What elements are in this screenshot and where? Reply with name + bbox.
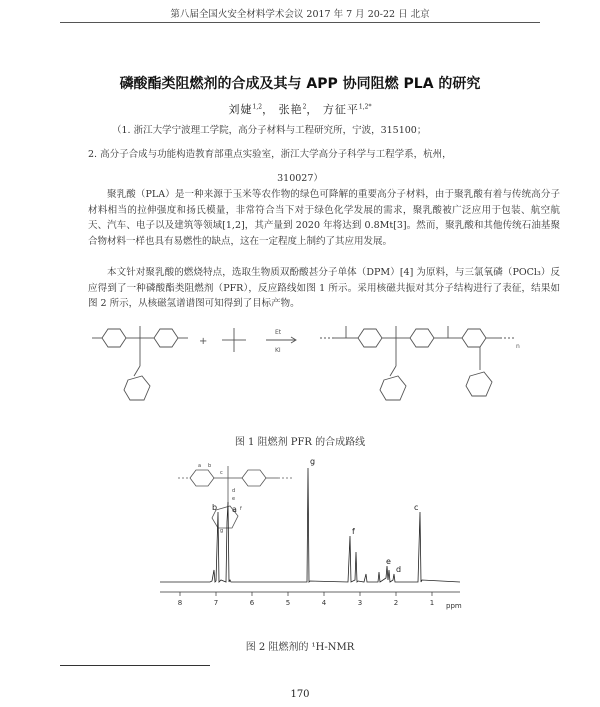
affiliation-line: 310027）: [277, 173, 323, 184]
structure-label: a: [198, 463, 202, 469]
author-affil-sup: 2: [302, 103, 307, 111]
peak-label: a: [232, 505, 237, 514]
x-tick-label: 3: [357, 599, 363, 607]
pocl3-structure: [222, 328, 246, 352]
author-affil-sup: 1,2: [252, 103, 263, 111]
paper-title: 磷酸酯类阻燃剂的合成及其与 APP 协同阻燃 PLA 的研究: [119, 76, 481, 92]
body-paragraph: 聚乳酸（PLA）是一种来源于玉米等农作物的绿色可降解的重要高分子材料，由于聚乳酸有着与传统高分子材料相当的拉伸强度和扬氏模量，非常符合当下对于绿色化学发展的需求，聚乳酸被广泛应用于包装、航空航天、汽车、电子以及建筑等领域[1,2]，其产量到 2020 年将达到 0.8Mt[3]。然而，聚乳酸和其他传统石油基聚合物材料一样也具有易燃性的缺点，这在一定程度上制约了其应用发展。: [88, 189, 560, 247]
repeat-unit-n: n: [516, 343, 520, 350]
x-axis-ticks: [180, 592, 432, 596]
author-affil-sup: 1,2*: [358, 103, 372, 111]
header-rule: [60, 22, 540, 23]
peak-label: b: [212, 503, 218, 512]
figure2-nmr-spectrum: [150, 452, 470, 622]
nmr-spectrum-trace: [160, 468, 460, 582]
footnote-rule: [60, 665, 210, 666]
structure-label: f: [240, 506, 242, 512]
x-tick-label: 8: [177, 599, 183, 607]
peak-label: f: [352, 527, 355, 536]
structure-label: g: [220, 528, 224, 534]
figure2-caption: 图 2 阻燃剂的 ¹H-NMR: [245, 642, 355, 653]
peak-label: e: [386, 557, 391, 566]
body-paragraph: 本文针对聚乳酸的燃烧特点，选取生物质双酚酸甚分子单体（DPM）[4] 为原料，与三氯氧磷（POCl₃）反应得到了一种磷酸酯类阻燃剂（PFR），反应路线如图 1 所示。采用核磁共振对其分子结构进行了表征，结果如图 2 所示，从核磁氢谱谱图可知得到了目标产物。: [88, 267, 560, 309]
figure1-scheme: [84, 318, 544, 410]
x-tick-label: 7: [213, 599, 219, 607]
structure-label: c: [220, 470, 223, 476]
peak-label: g: [310, 457, 316, 466]
dpm-monomer-structure: [92, 326, 188, 400]
affiliation-line: 2. 高分子合成与功能构造教育部重点实验室，浙江大学高分子科学与工程学系，杭州，: [88, 149, 452, 160]
peak-label: d: [396, 565, 402, 574]
x-tick-label: 6: [249, 599, 255, 607]
structure-label: e: [232, 496, 236, 502]
structure-label: d: [232, 488, 236, 494]
plus-sign: +: [199, 336, 208, 347]
author-list: 刘婕$^{1,2}$， 张艳$^2$， 方征平$^{1,2*}$: [228, 103, 372, 116]
x-tick-label: 4: [321, 599, 327, 607]
affiliation-line: （1. 浙江大学宁波理工学院，高分子材料与工程研究所，宁波，315100；: [112, 125, 427, 136]
peak-label: c: [414, 503, 419, 512]
page-number: 170: [290, 689, 310, 700]
author-name: 张艳: [278, 103, 303, 116]
author-name: 方征平: [322, 103, 359, 116]
running-header: 第八届全国火安全材料学术会议 2017 年 7 月 20-22 日 北京: [170, 9, 430, 20]
author-name: 刘婕: [228, 103, 253, 116]
x-tick-label: 1: [429, 599, 435, 607]
pfr-polymer-structure: [320, 326, 514, 400]
structure-label: b: [208, 463, 212, 469]
reagent-label: Et: [275, 329, 282, 336]
x-axis-label: ppm: [446, 602, 462, 610]
x-tick-label: 5: [285, 599, 291, 607]
figure1-caption: 图 1 阻燃剂 PFR 的合成路线: [234, 437, 366, 448]
reagent-label: KI: [275, 347, 281, 354]
x-tick-label: 2: [393, 599, 399, 607]
